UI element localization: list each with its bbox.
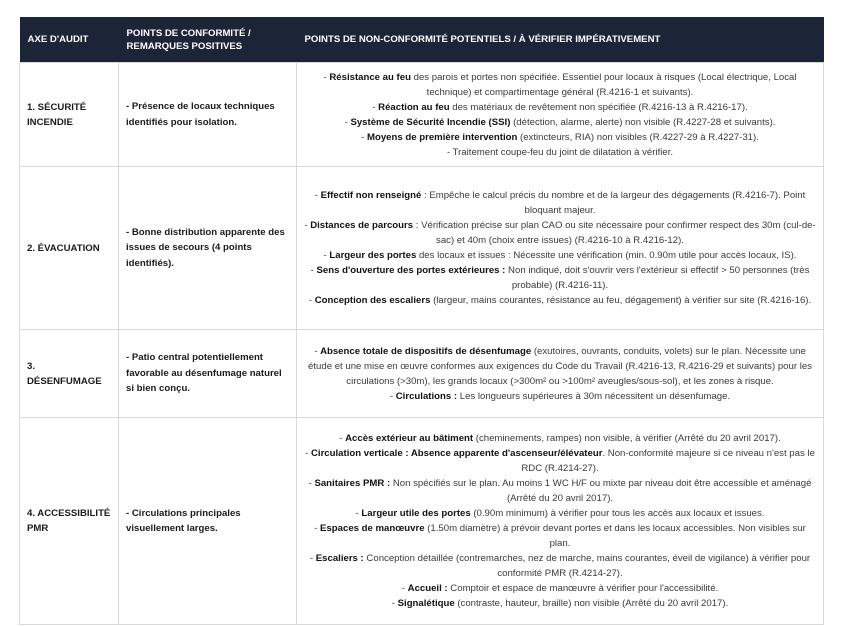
table-body [20,63,824,625]
non-conformite-item [315,190,806,216]
item-bullet: - [323,71,330,83]
item-key-term: Conception des escaliers [314,295,431,306]
non-conformite-item [402,583,718,594]
item-key-term: Réaction au feu [378,101,450,113]
non-conformite-item [447,147,673,158]
item-bullet: - [389,390,396,402]
item-bullet: - [308,295,315,306]
item-text: des parois et portes non spécifiée. Essentiel pour locaux à risques (Local électrique, Local technique) et compartimentage général (R.4216-1 et suivants). [410,71,797,98]
item-text: (exutoires, ouvrants, conduits, volets) sur le plan. Nécessite une étude et une mise en œuvre conformes aux exigences du Code du Travail (R.4216-13, R.4216-29 et suivants) pour les circulations (>30m), les grands locaux (>300m² ou >100m² aveugles/sous-sol), et les zones à risque. [308,345,812,387]
conformite-cell: - Bonne distribution apparente des issues de secours (4 points identifiés). [119,167,297,330]
item-text: (cheminements, rampes) non visible, à vérifier (Arrêté du 20 avril 2017). [473,433,781,444]
non-conformite-cell [297,167,824,330]
non-conformite-item [390,391,730,402]
non-conformite-item [345,117,776,128]
non-conformite-item [305,448,815,474]
item-key-term: Espaces de manœuvre [320,523,425,534]
item-bullet: - [304,220,311,231]
item-text: Comptoir et espace de manœuvre à vérifier pour l'accessibilité. [447,583,719,594]
axe-cell: 1. SÉCURITÉ INCENDIE [20,63,119,167]
item-text: (1.50m diamètre) à prévoir devant portes et dans les locaux accessibles. Non visibles sur plan. [424,523,806,549]
item-bullet: - [401,583,408,594]
item-key-term: Circulation verticale : Absence apparente d'ascenseur/élévateur [310,448,603,459]
item-key-term: Distances de parcours [310,220,414,231]
item-text: : Vérification précise sur plan CAO ou site nécessaire pour confirmer respect des 30m (cul-de-sac) et 40m (choix entre issues) (R.4216-10 à R.4216-12). [413,220,816,246]
header-axe: AXE D'AUDIT [20,17,119,63]
item-bullet: - [323,250,330,261]
item-text: Conception détaillée (contremarches, nez de marche, mains courantes, éveil de vigilance) à vérifier pour conformité PMR (R.4214-27). [363,553,811,579]
item-bullet: - [372,101,379,113]
item-bullet: - [314,345,321,357]
item-key-term: Sens d'ouverture des portes extérieures : [316,265,506,276]
conformite-cell: - Présence de locaux techniques identifiés pour isolation. [119,63,297,167]
conformite-cell: - Circulations principales visuellement larges. [119,418,297,625]
item-key-term: Largeur des portes [329,250,417,261]
item-key-term: Moyens de première intervention [366,131,518,143]
axe-cell: 4. ACCESSIBILITÉ PMR [20,418,119,625]
item-text: : Empêche le calcul précis du nombre et de la largeur des dégagements (R.4216-7). Point bloquant majeur. [421,190,806,216]
item-bullet: - [361,131,367,143]
item-text: des matériaux de revêtement non spécifiée (R.4216-13 à R.4216-17). [449,101,748,113]
item-text: Non spécifiés sur le plan. Au moins 1 WC H/F ou mixte par niveau doit être accessible et aménagé (Arrêté du 20 avril 2017). [390,478,812,504]
item-bullet: - [355,508,362,519]
item-text: (extincteurs, RIA) non visibles (R.4227-29 à R.4227-31). [517,131,759,143]
non-conformite-item [308,346,812,387]
item-bullet: - [314,190,321,201]
item-key-term: Signalétique [397,598,455,609]
item-key-term: Escaliers : [315,553,364,564]
non-conformite-item [339,433,781,444]
header-non-conformite: POINTS DE NON-CONFORMITÉ POTENTIELS / À VÉRIFIER IMPÉRATIVEMENT [297,17,824,63]
item-key-term: Largeur utile des portes [361,508,471,519]
axe-cell: 2. ÉVACUATION [20,167,119,330]
item-text: des locaux et issues : Nécessite une vérification (min. 0.90m utile pour accès locaux, IS). [416,250,797,261]
item-key-term: Système de Sécurité Incendie (SSI) [350,116,511,128]
non-conformite-item [356,508,765,519]
item-text: Les longueurs supérieures à 30m nécessitent un désenfumage. [457,390,731,402]
non-conformite-item [309,295,811,306]
item-key-term: Absence totale de dispositifs de désenfumage [320,345,532,357]
item-key-term: Circulations : [395,390,458,402]
item-bullet: - [314,523,321,534]
item-text: (largeur, mains courantes, résistance au feu, dégagement) à vérifier sur site (R.4216-16). [430,295,812,306]
item-text: (0.90m minimum) à vérifier pour tous les accès aux locaux et issues. [470,508,765,519]
item-key-term: Accueil : [407,583,448,594]
table-row [20,167,824,330]
non-conformite-item [323,72,796,98]
item-text: (détection, alarme, alerte) non visible (R.4227-28 et suivants). [510,116,776,128]
axe-cell: 3. DÉSENFUMAGE [20,330,119,418]
header-conformite: POINTS DE CONFORMITÉ / REMARQUES POSITIVES [119,17,297,63]
item-bullet: - [391,598,398,609]
non-conformite-cell [297,63,824,167]
item-bullet: - [305,448,311,459]
item-bullet: - [446,146,453,158]
item-key-term: Sanitaires PMR : [314,478,391,489]
table-row [20,63,824,167]
non-conformite-item [304,220,815,246]
item-text: Non indiqué, doit s'ouvrir vers l'extérieur si effectif > 50 personnes (très probable) (R.4216-11). [505,265,810,291]
item-key-term: Résistance au feu [329,71,411,83]
item-bullet: - [310,265,317,276]
non-conformite-item [314,523,806,549]
item-key-term: Accès extérieur au bâtiment [345,433,474,444]
audit-table [19,17,824,625]
audit-table-wrapper [19,17,823,625]
item-bullet: - [344,116,351,128]
non-conformite-item [324,250,797,261]
table-header-row [20,17,824,63]
non-conformite-cell [297,330,824,418]
table-row [20,418,824,625]
non-conformite-item [309,478,812,504]
non-conformite-cell [297,418,824,625]
item-bullet: - [339,433,346,444]
non-conformite-item [392,598,728,609]
non-conformite-item [372,102,747,113]
conformite-cell: - Patio central potentiellement favorable au désenfumage naturel si bien conçu. [119,330,297,418]
item-text: (contraste, hauteur, braille) non visible (Arrêté du 20 avril 2017). [454,598,729,609]
non-conformite-item [311,265,810,291]
item-text: Traitement coupe-feu du joint de dilatation à vérifier. [452,146,674,158]
item-text: . Non-conformité majeure si ce niveau n'est pas le RDC (R.4214-27). [521,448,815,474]
non-conformite-item [310,553,810,579]
item-key-term: Effectif non renseigné [320,190,422,201]
item-bullet: - [309,553,316,564]
non-conformite-item [361,132,759,143]
item-bullet: - [308,478,315,489]
table-row [20,330,824,418]
